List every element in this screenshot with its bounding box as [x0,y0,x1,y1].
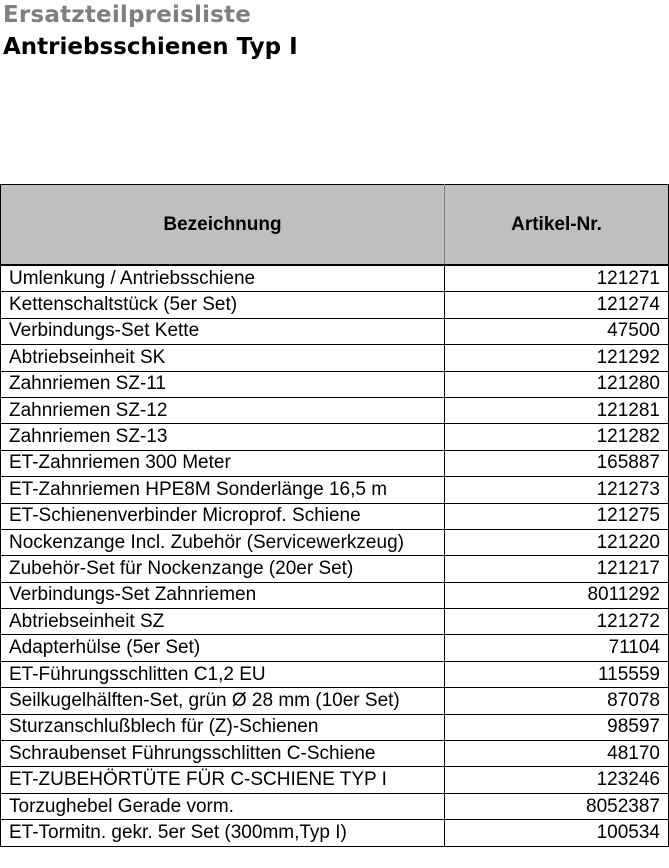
table-row [1,450,669,476]
table-row [1,424,669,450]
table-row [1,661,669,687]
cell-bezeichnung: Abtriebseinheit SK [1,345,445,371]
cell-bezeichnung: Nockenzange Incl. Zubehör (Servicewerkzeug) [1,529,445,555]
cell-artikel-nr: 121220 [445,529,669,555]
cell-artikel-nr: 121217 [445,556,669,582]
table-header-row [1,185,669,266]
table-row [1,820,669,846]
cell-bezeichnung: ET-Zahnriemen HPE8M Sonderlänge 16,5 m [1,477,445,503]
cell-bezeichnung: ET-ZUBEHÖRTÜTE FÜR C-SCHIENE TYP I [1,767,445,793]
column-header-artikel-nr: Artikel-Nr. [445,185,669,266]
cell-artikel-nr: 100534 [445,820,669,846]
cell-bezeichnung: Seilkugelhälften-Set, grün Ø 28 mm (10er Set) [1,688,445,714]
document-title: Ersatzteilpreisliste [3,2,252,28]
cell-artikel-nr: 121282 [445,424,669,450]
cell-artikel-nr: 121281 [445,397,669,423]
cell-bezeichnung: Kettenschaltstück (5er Set) [1,292,445,318]
cell-bezeichnung: Adapterhülse (5er Set) [1,635,445,661]
price-list-table [0,184,669,847]
cell-artikel-nr: 8052387 [445,793,669,819]
cell-artikel-nr: 48170 [445,741,669,767]
table-row [1,477,669,503]
cell-artikel-nr: 165887 [445,450,669,476]
table-row [1,265,669,292]
cell-artikel-nr: 121273 [445,477,669,503]
cell-artikel-nr: 121271 [445,265,669,292]
table-row [1,714,669,740]
cell-bezeichnung: ET-Tormitn. gekr. 5er Set (300mm,Typ I) [1,820,445,846]
cell-artikel-nr: 98597 [445,714,669,740]
table-row [1,688,669,714]
table-row [1,503,669,529]
cell-artikel-nr: 8011292 [445,582,669,608]
table-row [1,582,669,608]
cell-bezeichnung: Zubehör-Set für Nockenzange (20er Set) [1,556,445,582]
table-row [1,371,669,397]
table-row [1,609,669,635]
cell-artikel-nr: 121272 [445,609,669,635]
table-row [1,635,669,661]
cell-bezeichnung: Sturzanschlußblech für (Z)-Schienen [1,714,445,740]
document-subtitle: Antriebsschienen Typ I [3,34,298,60]
cell-artikel-nr: 71104 [445,635,669,661]
cell-artikel-nr: 121275 [445,503,669,529]
table-row [1,292,669,318]
table-row [1,345,669,371]
cell-bezeichnung: ET-Führungsschlitten C1,2 EU [1,661,445,687]
cell-artikel-nr: 121274 [445,292,669,318]
cell-artikel-nr: 121280 [445,371,669,397]
cell-bezeichnung: Zahnriemen SZ-13 [1,424,445,450]
cell-artikel-nr: 121292 [445,345,669,371]
table-row [1,529,669,555]
cell-artikel-nr: 47500 [445,318,669,344]
cell-bezeichnung: Zahnriemen SZ-11 [1,371,445,397]
cell-artikel-nr: 115559 [445,661,669,687]
cell-bezeichnung: Verbindungs-Set Kette [1,318,445,344]
cell-artikel-nr: 123246 [445,767,669,793]
table-row [1,556,669,582]
cell-bezeichnung: Umlenkung / Antriebsschiene [1,265,445,292]
table-row [1,318,669,344]
cell-artikel-nr: 87078 [445,688,669,714]
cell-bezeichnung: ET-Zahnriemen 300 Meter [1,450,445,476]
table-row [1,741,669,767]
cell-bezeichnung: Zahnriemen SZ-12 [1,397,445,423]
column-header-bezeichnung: Bezeichnung [1,185,445,266]
cell-bezeichnung: Schraubenset Führungsschlitten C-Schiene [1,741,445,767]
cell-bezeichnung: Torzughebel Gerade vorm. [1,793,445,819]
table-row [1,397,669,423]
table-row [1,767,669,793]
table-body [1,265,669,846]
table-row [1,793,669,819]
cell-bezeichnung: Verbindungs-Set Zahnriemen [1,582,445,608]
cell-bezeichnung: ET-Schienenverbinder Microprof. Schiene [1,503,445,529]
cell-bezeichnung: Abtriebseinheit SZ [1,609,445,635]
